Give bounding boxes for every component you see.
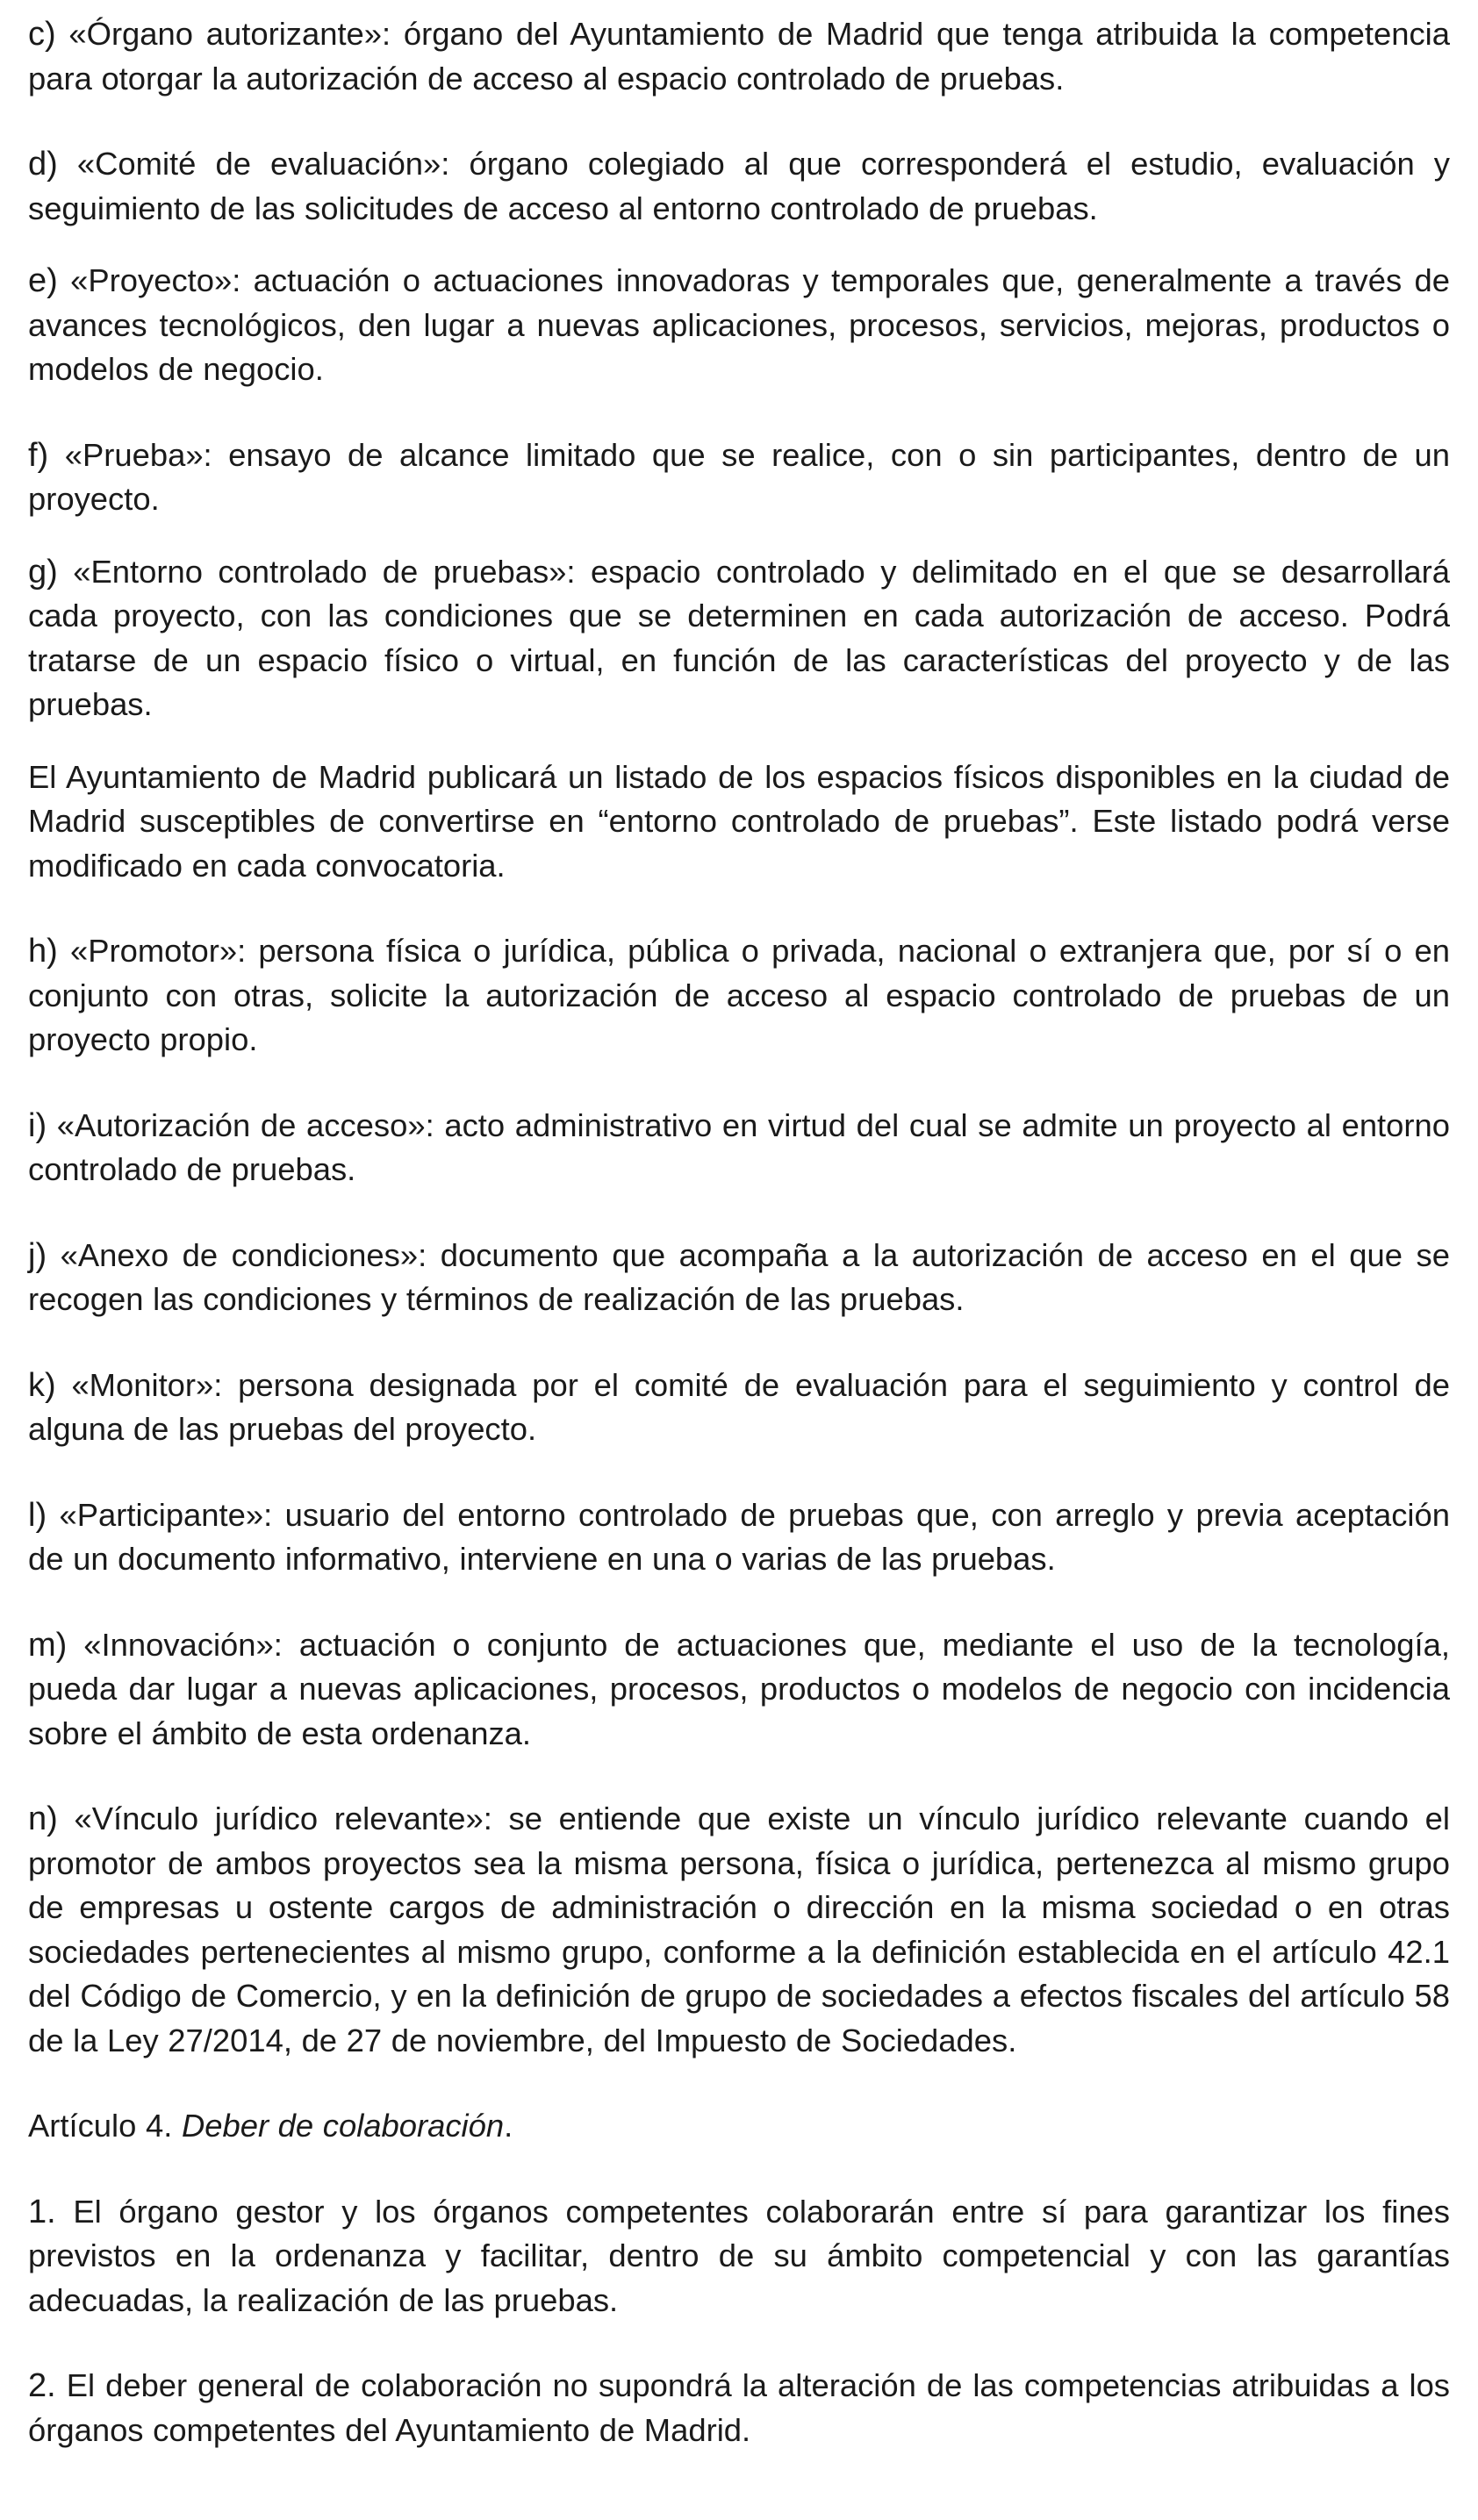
definition-f	[28, 433, 1450, 522]
definition-e	[28, 259, 1450, 392]
definition-marker: g)	[28, 553, 58, 591]
article-title-end: .	[504, 2108, 513, 2144]
definition-m	[28, 1623, 1450, 1757]
definition-h	[28, 929, 1450, 1063]
definition-text: «Anexo de condiciones»: documento que acompaña a la autorización de acceso en el que se recogen las condiciones y términos de realización de las pruebas.	[28, 1236, 1450, 1317]
clause-marker: 2.	[28, 2367, 56, 2404]
definition-g	[28, 550, 1450, 727]
definition-marker: f)	[28, 436, 49, 474]
definition-marker: j)	[28, 1236, 47, 1274]
clause-marker: 1.	[28, 2193, 56, 2230]
definition-text: El Ayuntamiento de Madrid publicará un listado de los espacios físicos disponibles en la ciudad de Madrid susceptibles de convertirse en “entorno controlado de pruebas”. Este listado podrá verse modificado en cada convocatoria.	[28, 758, 1450, 884]
definition-marker: d)	[28, 146, 58, 183]
definition-marker: c)	[28, 16, 56, 53]
definition-i	[28, 1104, 1450, 1192]
definition-marker: i)	[28, 1106, 47, 1144]
definition-c	[28, 12, 1450, 101]
definition-marker: l)	[28, 1496, 47, 1534]
definition-j	[28, 1234, 1450, 1322]
clause-2	[28, 2364, 1450, 2452]
document-page	[28, 12, 1450, 2452]
article-heading	[28, 2104, 1450, 2149]
definition-marker: n)	[28, 1801, 58, 1837]
definition-text: «Entorno controlado de pruebas»: espacio controlado y delimitado en el que se desarrollará cada proyecto, con las condiciones que se determinen en cada autorización de acceso. Podrá tratarse de un espacio físico o virtual, en función de las características del proyecto y de las pruebas.	[28, 553, 1450, 722]
definition-n	[28, 1797, 1450, 2063]
definition-marker: h)	[28, 933, 58, 970]
definition-marker: e)	[28, 262, 58, 299]
definition-text: «Innovación»: actuación o conjunto de actuaciones que, mediante el uso de la tecnología, pueda dar lugar a nuevas aplicaciones, procesos, productos o modelos de negocio con incidencia sobre el ámbito de esta ordenanza.	[28, 1626, 1450, 1751]
definition-text: «Comité de evaluación»: órgano colegiado al que corresponderá el estudio, evaluación y seguimiento de las solicitudes de acceso al entorno controlado de pruebas.	[28, 146, 1450, 226]
definition-text: «Prueba»: ensayo de alcance limitado que se realice, con o sin participantes, dentro de un proyecto.	[28, 436, 1450, 517]
definition-text: «Participante»: usuario del entorno controlado de pruebas que, con arreglo y previa aceptación de un documento informativo, interviene en una o varias de las pruebas.	[28, 1496, 1450, 1577]
clause-text: El deber general de colaboración no supondrá la alteración de las competencias atribuidas a los órganos competentes del Ayuntamiento de Madrid.	[28, 2367, 1450, 2448]
definition-text: «Monitor»: persona designada por el comité de evaluación para el seguimiento y control de alguna de las pruebas del proyecto.	[28, 1366, 1450, 1447]
definition-d	[28, 142, 1450, 231]
clause-1	[28, 2190, 1450, 2323]
definition-text: «Promotor»: persona física o jurídica, pública o privada, nacional o extranjera que, por sí o en conjunto con otras, solicite la autorización de acceso al espacio controlado de pruebas de un proyecto propio.	[28, 933, 1450, 1057]
definition-text: «Órgano autorizante»: órgano del Ayuntamiento de Madrid que tenga atribuida la competencia para otorgar la autorización de acceso al espacio controlado de pruebas.	[28, 16, 1450, 97]
definition-g-note	[28, 755, 1450, 889]
definition-text: «Proyecto»: actuación o actuaciones innovadoras y temporales que, generalmente a través de avances tecnológicos, den lugar a nuevas aplicaciones, procesos, servicios, mejoras, productos o modelos de negocio.	[28, 262, 1450, 387]
article-title: Deber de colaboración	[181, 2108, 505, 2144]
definition-text: «Vínculo jurídico relevante»: se entiende que existe un vínculo jurídico relevante cuando el promotor de ambos proyectos sea la misma persona, física o jurídica, pertenezca al mismo grupo de empresas u ostente cargos de administración o dirección en la misma sociedad o en otras sociedades pertenecientes al mismo grupo, conforme a la definición establecida en el artículo 42.1 del Código de Comercio, y en la definición de grupo de sociedades a efectos fiscales del artículo 58 de la Ley 27/2014, de 27 de noviembre, del Impuesto de Sociedades.	[28, 1801, 1450, 2058]
definition-marker: m)	[28, 1626, 68, 1664]
definition-k	[28, 1364, 1450, 1452]
definition-text: «Autorización de acceso»: acto administrativo en virtud del cual se admite un proyecto al entorno controlado de pruebas.	[28, 1106, 1450, 1187]
definition-marker: k)	[28, 1366, 56, 1404]
definition-l	[28, 1493, 1450, 1582]
clause-text: El órgano gestor y los órganos competentes colaborarán entre sí para garantizar los fines previstos en la ordenanza y facilitar, dentro de su ámbito competencial y con las garantías adecuadas, la realización de las pruebas.	[28, 2193, 1450, 2318]
article-label: Artículo 4.	[28, 2108, 182, 2144]
